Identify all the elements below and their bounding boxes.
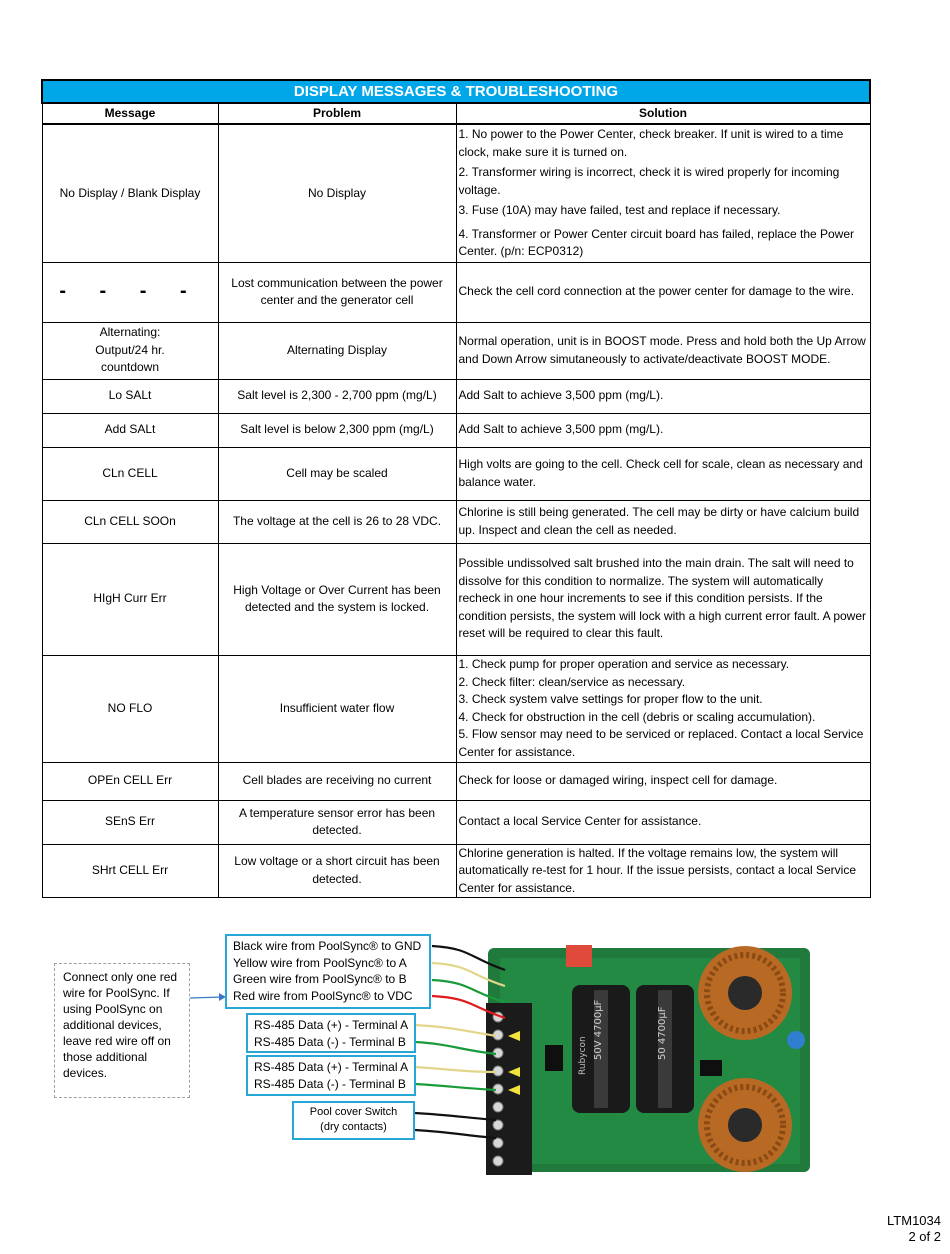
- solution-cell: Add Salt to achieve 3,500 ppm (mg/L).: [456, 379, 870, 413]
- table-title: DISPLAY MESSAGES & TROUBLESHOOTING: [42, 80, 870, 103]
- solution-cell: Normal operation, unit is in BOOST mode. Press and hold both the Up Arrow and Down Arrow simutaneously to activate/deactivate BOOST MODE.: [456, 322, 870, 379]
- solution-step: 4. Check for obstruction in the cell (debris or scaling accumulation).: [458, 709, 816, 724]
- table-row: [42, 379, 870, 413]
- rs485-box-2: [246, 1055, 416, 1096]
- message-cell: Lo SALt: [42, 379, 218, 413]
- capacitor-label: 50 4700µF: [657, 1006, 668, 1060]
- toroid-inductor-top: [698, 946, 792, 1040]
- table-row: [42, 413, 870, 447]
- problem-cell: Salt level is 2,300 - 2,700 ppm (mg/L): [218, 379, 456, 413]
- problem-cell: The voltage at the cell is 26 to 28 VDC.: [218, 500, 456, 543]
- solution-cell: Check for loose or damaged wiring, inspect cell for damage.: [456, 762, 870, 800]
- message-cell: OPEn CELL Err: [42, 762, 218, 800]
- problem-cell: Salt level is below 2,300 ppm (mg/L): [218, 413, 456, 447]
- note-arrow: [190, 997, 223, 998]
- table-row: [42, 447, 870, 500]
- table-row: [42, 500, 870, 543]
- table-row: [42, 800, 870, 844]
- dip-switch: [566, 945, 592, 967]
- rs485-line: RS-485 Data (+) - Terminal A: [254, 1060, 409, 1074]
- solution-cell: Check the cell cord connection at the power center for damage to the wire.: [456, 262, 870, 322]
- header-solution: Solution: [456, 103, 870, 124]
- message-cell: SHrt CELL Err: [42, 844, 218, 898]
- page-footer: [887, 1213, 941, 1245]
- poolsync-note: Connect only one red wire for PoolSync. If using PoolSync on additional devices, leave red wire off on those additional devices.: [54, 963, 190, 1098]
- solution-step: 4. Transformer or Power Center circuit board has failed, replace the Power Center. (p/n: ECP0312): [458, 226, 855, 258]
- solution-cell: [456, 655, 870, 762]
- blue-component: [787, 1031, 805, 1049]
- table-row: [42, 655, 870, 762]
- problem-cell: No Display: [218, 124, 456, 262]
- solution-step: 2. Transformer wiring is incorrect, check it is wired properly for incoming voltage.: [458, 165, 840, 197]
- problem-cell: A temperature sensor error has been detected.: [218, 800, 456, 844]
- poolsync-line: Yellow wire from PoolSync® to A: [233, 955, 407, 970]
- poolsync-line: Green wire from PoolSync® to B: [233, 972, 407, 986]
- rs485-line: RS-485 Data (-) - Terminal B: [254, 1034, 406, 1049]
- table-row: [42, 322, 870, 379]
- message-cell: HIgH Curr Err: [42, 543, 218, 655]
- problem-cell: Cell blades are receiving no current: [218, 762, 456, 800]
- table-row: [42, 262, 870, 322]
- solution-cell: Contact a local Service Center for assistance.: [456, 800, 870, 844]
- solution-step: 1. No power to the Power Center, check breaker. If unit is wired to a time clock, make sure it is turned on.: [458, 127, 844, 159]
- solution-step: 3. Check system valve settings for proper flow to the unit.: [458, 692, 763, 706]
- problem-cell: Cell may be scaled: [218, 447, 456, 500]
- table-row: [42, 543, 870, 655]
- solution-step: 5. Flow sensor may need to be serviced or replaced. Contact a local Service Center for assistance.: [458, 727, 864, 759]
- solution-cell: Add Salt to achieve 3,500 ppm (mg/L).: [456, 413, 870, 447]
- message-cell: NO FLO: [42, 655, 218, 762]
- solution-cell: Chlorine generation is halted. If the voltage remains low, the system will automatically re-test for 1 hour. If the issue persists, contact a local Service Center for assistance.: [456, 844, 870, 898]
- poolsync-wiring-box: [225, 934, 431, 1009]
- problem-cell: Alternating Display: [218, 322, 456, 379]
- cover-switch-line: Pool cover Switch: [309, 1106, 398, 1118]
- solution-step: 1. Check pump for proper operation and service as necessary.: [458, 657, 790, 671]
- poolsync-line: Black wire from PoolSync® to GND: [233, 939, 422, 953]
- problem-cell: Insufficient water flow: [218, 655, 456, 762]
- problem-cell: Low voltage or a short circuit has been detected.: [218, 844, 456, 898]
- troubleshooting-table: [41, 79, 871, 898]
- capacitor-label: 50V 4700µF: [593, 999, 604, 1060]
- cover-switch-line: (dry contacts): [320, 1121, 387, 1133]
- circuit-board-image: [486, 945, 810, 1175]
- solution-cell: Possible undissolved salt brushed into the main drain. The salt will need to dissolve for this condition to normalize. The system will automatically recheck in one hour increments to see if this condition persists. If the condition persists, the system will lock with a high current error fault. A power reset will be required to clear this fault.: [456, 543, 870, 655]
- table-row: [42, 844, 870, 898]
- poolsync-line: Red wire from PoolSync® to VDC: [233, 988, 413, 1003]
- capacitor-brand: Rubycon: [578, 1036, 588, 1075]
- header-problem: Problem: [218, 103, 456, 124]
- solution-step: 3. Fuse (10A) may have failed, test and replace if necessary.: [458, 203, 781, 217]
- table-row: [42, 762, 870, 800]
- message-cell: Add SALt: [42, 413, 218, 447]
- rs485-line: RS-485 Data (-) - Terminal B: [254, 1076, 406, 1091]
- message-cell: Alternating: Output/24 hr. countdown: [42, 322, 218, 379]
- problem-cell: Lost communication between the power center and the generator cell: [218, 262, 456, 322]
- problem-cell: High Voltage or Over Current has been detected and the system is locked.: [218, 543, 456, 655]
- table-row: [42, 124, 870, 262]
- message-cell: No Display / Blank Display: [42, 124, 218, 262]
- solution-cell: High volts are going to the cell. Check cell for scale, clean as necessary and balance water.: [456, 447, 870, 500]
- document-id: LTM1034: [887, 1213, 941, 1228]
- message-cell: CLn CELL SOOn: [42, 500, 218, 543]
- solution-cell: [456, 124, 870, 262]
- message-cell: SEnS Err: [42, 800, 218, 844]
- solution-cell: Chlorine is still being generated. The cell may be dirty or have calcium build up. Inspect and clean the cell as needed.: [456, 500, 870, 543]
- rs485-line: RS-485 Data (+) - Terminal A: [254, 1018, 409, 1032]
- solution-step: 2. Check filter: clean/service as necessary.: [458, 674, 686, 689]
- message-cell: - - - -: [42, 262, 218, 322]
- toroid-inductor-bottom: [698, 1078, 792, 1172]
- pool-cover-switch-box: [292, 1101, 415, 1140]
- message-cell: CLn CELL: [42, 447, 218, 500]
- header-message: Message: [42, 103, 218, 124]
- rs485-box-1: [246, 1013, 416, 1053]
- page-number: 2 of 2: [908, 1229, 941, 1244]
